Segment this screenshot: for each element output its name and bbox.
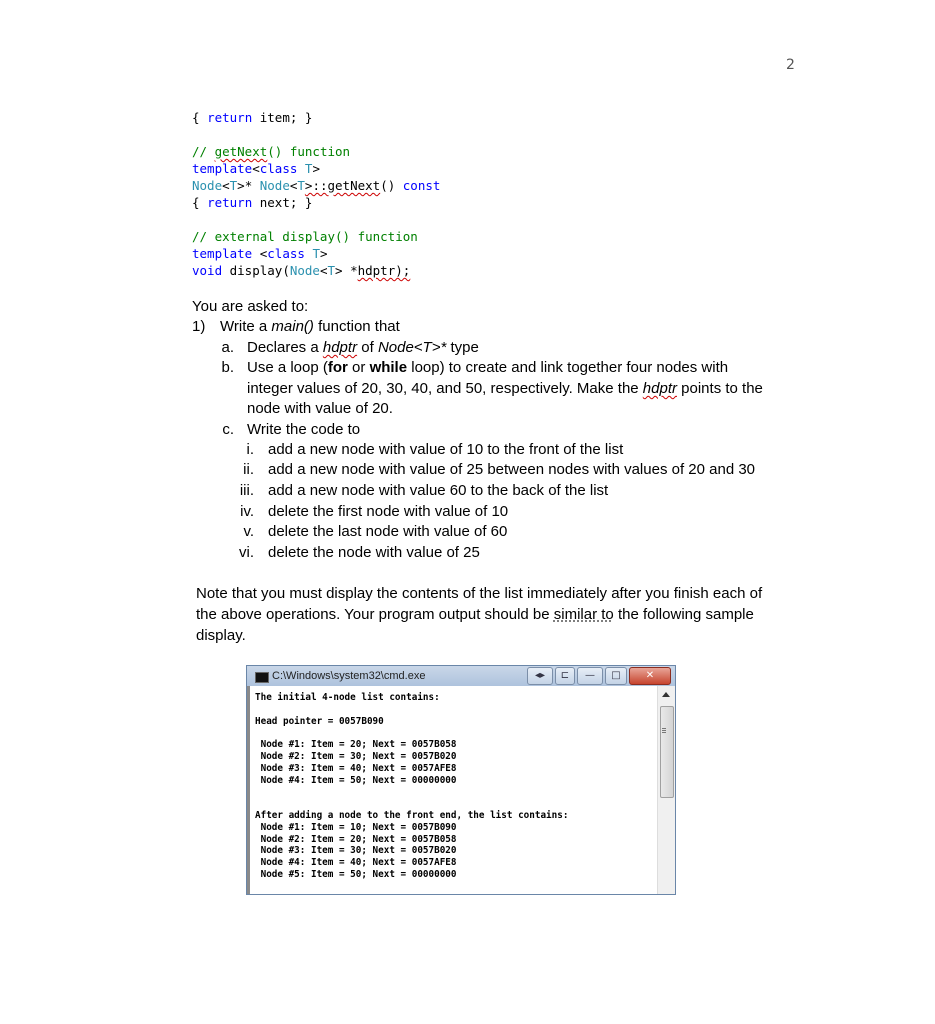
item-b-for: for [327, 359, 348, 376]
console-line [255, 786, 655, 798]
sub-item-text: delete the first node with value of 10 [268, 503, 509, 520]
code-type: T [229, 178, 238, 193]
nav-arrows-button[interactable]: ◂▸ [527, 667, 553, 685]
note-line3: display. [196, 627, 246, 644]
console-line: Head pointer = 0057B090 [255, 715, 384, 727]
page-number: 2 [786, 57, 795, 73]
code-token: item; } [252, 110, 313, 125]
item-b-line2-text: integer values of 20, 30, 40, and 50, respectively. Make the [247, 380, 643, 397]
code-line-display-decl [192, 262, 410, 279]
item1-text-b: function that [313, 318, 400, 335]
code-type: Node [289, 263, 320, 278]
item-b-hdptr: hdptr [642, 380, 677, 397]
console-line: Node #1: Item = 20; Next = 0057B058 [255, 739, 457, 751]
cmd-window [246, 665, 676, 895]
sub-item-marker: iii. [239, 482, 254, 499]
code-token: { [192, 110, 208, 125]
code-line-template-2 [192, 245, 328, 262]
code-type: T [312, 246, 320, 261]
console-line: Node #2: Item = 30; Next = 0057B020 [255, 750, 457, 762]
sub-item-text: add a new node with value 60 to the back of the list [268, 482, 609, 499]
code-token: next; } [252, 195, 313, 210]
scroll-up-icon[interactable] [662, 692, 670, 697]
sub-item-text: delete the last node with value of 60 [268, 523, 508, 540]
code-type: Node [259, 178, 290, 193]
item-a-hdptr: hdptr [322, 339, 358, 356]
scroll-grip-icon [662, 728, 666, 729]
item-a-2: of [357, 339, 378, 356]
console-line [255, 798, 655, 810]
item-a-marker: a. [221, 339, 234, 356]
item-b-line3: node with value of 20. [247, 400, 393, 417]
item-b-marker: b. [221, 359, 234, 376]
code-token: < [252, 246, 268, 261]
sub-item-marker: v. [243, 523, 254, 540]
item-b-line2-end: points to the [677, 380, 763, 397]
item-b-line2 [247, 379, 763, 400]
code-token: display( [222, 263, 290, 278]
item1-text [220, 317, 400, 338]
item-b-2: or [347, 359, 370, 376]
code-type: T [304, 161, 313, 176]
maximize-button[interactable]: □ [605, 667, 627, 685]
cmd-window-icon [255, 672, 269, 683]
console-line: After adding a node to the front end, the list contains: [255, 809, 569, 821]
code-comment: () function [267, 144, 351, 159]
note-line2 [196, 605, 754, 626]
code-comment-fn: getNext [214, 144, 268, 159]
item-c-marker: c. [222, 421, 234, 438]
code-keyword: template [192, 161, 253, 176]
code-keyword: class [259, 161, 298, 176]
code-token: < [222, 178, 230, 193]
console-line: Node #5: Item = 50; Next = 00000000 [255, 868, 457, 880]
item-b-line1 [247, 358, 728, 379]
code-token: > [312, 161, 320, 176]
code-token [297, 161, 305, 176]
item-a-3: type [446, 339, 479, 356]
console-line: Node #3: Item = 30; Next = 0057B020 [255, 845, 457, 857]
sub-item-marker: i. [246, 441, 254, 458]
code-line-display-comment: // external display() function [192, 229, 418, 244]
code-line-getnext-signature [192, 177, 440, 194]
cmd-left-edge [247, 686, 250, 894]
code-keyword: template [192, 246, 253, 261]
code-line-template [192, 160, 320, 177]
code-keyword: class [267, 246, 305, 261]
note-line2-a: the above operations. Your program output should be [196, 606, 554, 623]
code-type: T [327, 263, 336, 278]
code-keyword: void [192, 263, 223, 278]
console-line [255, 727, 655, 739]
item1-marker: 1) [192, 318, 206, 335]
code-token: > [319, 246, 328, 261]
sub-item-marker: vi. [239, 544, 254, 561]
code-type: T [297, 178, 305, 193]
code-keyword: return [207, 195, 253, 210]
snap-button[interactable]: ⊏ [555, 667, 575, 685]
close-button[interactable]: ✕ [629, 667, 671, 685]
item-a-text [247, 338, 479, 359]
code-token: { [192, 195, 208, 210]
code-token: () [380, 178, 403, 193]
item-c-text: Write the code to [247, 421, 361, 438]
item-b-while: while [369, 359, 408, 376]
sub-item-text: add a new node with value of 25 between nodes with values of 20 and 30 [268, 461, 756, 478]
console-line: Node #2: Item = 20; Next = 0057B058 [255, 833, 457, 845]
code-token: < [319, 263, 328, 278]
code-line-return-next [192, 194, 312, 211]
console-line: The initial 4-node list contains: [255, 692, 440, 703]
code-token: > * [335, 263, 358, 278]
code-line-return-item [192, 109, 312, 126]
sub-item-text: delete the node with value of 25 [268, 544, 480, 561]
console-line [255, 704, 655, 716]
minimize-button[interactable]: — [577, 667, 603, 685]
item1-text-a: Write a [220, 318, 272, 335]
code-token: >::getNext [304, 178, 381, 193]
code-token: >* [237, 178, 260, 193]
sub-item-text: add a new node with value of 10 to the front of the list [268, 441, 624, 458]
console-line: Node #1: Item = 10; Next = 0057B090 [255, 821, 457, 833]
code-keyword: return [207, 110, 253, 125]
note-line2-b: the following sample [613, 606, 754, 623]
code-token: hdptr); [357, 263, 411, 278]
code-type: Node [192, 178, 223, 193]
console-output [255, 692, 655, 881]
sub-item-marker: ii. [243, 461, 254, 478]
scrollbar[interactable] [657, 686, 675, 894]
cmd-window-title: C:\Windows\system32\cmd.exe [272, 670, 426, 682]
instructions-intro: You are asked to: [192, 298, 309, 315]
code-token: < [252, 161, 260, 176]
code-keyword: const [402, 178, 441, 193]
cmd-titlebar[interactable] [247, 666, 675, 686]
sub-item-marker: iv. [240, 503, 254, 520]
item-a-1: Declares a [247, 339, 323, 356]
console-line: Node #4: Item = 40; Next = 0057AFE8 [255, 857, 457, 869]
code-line-getnext-comment [192, 143, 350, 160]
scroll-thumb[interactable] [660, 706, 674, 798]
code-token: < [289, 178, 298, 193]
console-line: Node #3: Item = 40; Next = 0057AFE8 [255, 762, 457, 774]
cmd-window-buttons [527, 667, 671, 683]
item-b-1: Use a loop ( [247, 359, 328, 376]
item-a-type: Node<T>* [377, 339, 447, 356]
note-line1: Note that you must display the contents of the list immediately after you finish each of [196, 585, 763, 602]
item1-main: main() [271, 318, 314, 335]
console-line: Node #4: Item = 50; Next = 00000000 [255, 774, 457, 786]
note-similar-to: similar to [553, 606, 614, 623]
item-b-3: loop) to create and link together four nodes with [407, 359, 729, 376]
code-comment: // [192, 144, 215, 159]
